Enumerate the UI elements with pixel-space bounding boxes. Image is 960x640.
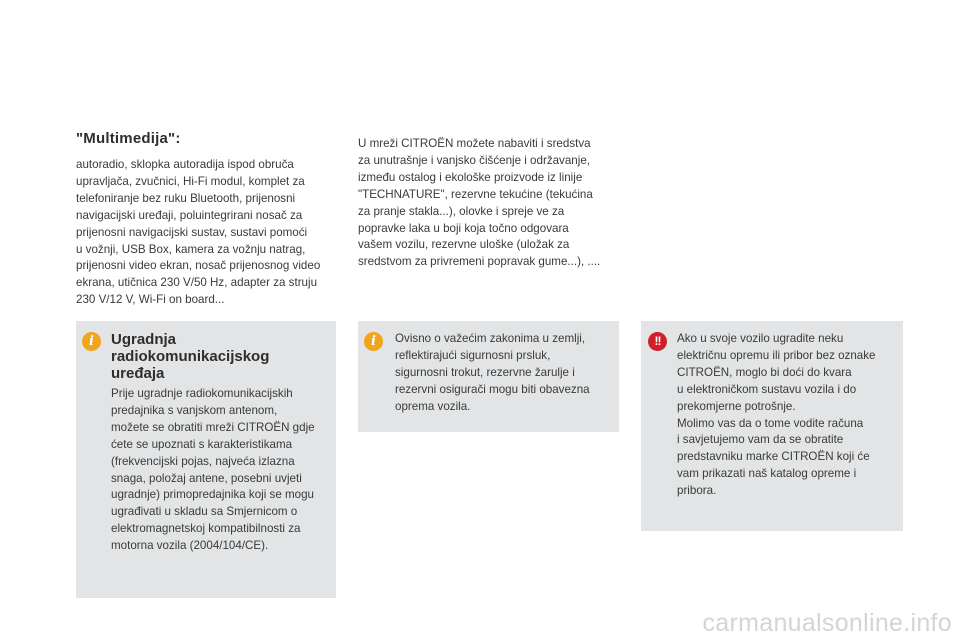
- multimedia-body: autoradio, sklopka autoradija ispod obruča upravljača, zvučnici, Hi-Fi modul, komplet za telefoniranje bez ruku Bluetooth, prijenosni navigacijski uređaji, poluintegrirani nosač za prijenosni navigacijski sustav, sustavi pomoći u vožnji, USB Box, kamera za vožnju natrag, prijenosni video ekran, nosač prijenosnog video ekrana, utičnica 230 V/50 Hz, adapter za struju 230 V/12 V, Wi-Fi on board...: [76, 158, 321, 307]
- warning-icon: !!: [648, 332, 667, 351]
- legal-equipment-body: Ovisno o važećim zakonima u zemlji, reflektirajući sigurnosni prsluk, sigurnosni trokut, rezervne žarulje i rezervni osigurači mogu biti obavezna oprema vozila.: [395, 332, 590, 413]
- radio-installation-box: [76, 321, 336, 598]
- radio-installation-body: Prije ugradnje radiokomunikacijskih predajnika s vanjskom antenom, možete se obratiti mreži CITROËN gdje ćete se upoznati s karakteristikama (frekvencijski pojas, najveća izlazna snaga, položaj antene, posebni uvjeti ugradnje) primopredajnika koji se mogu ugrađivati u skladu sa Smjernicom o elektromagnetskoj kompatibilnosti za motorna vozila (2004/104/CE).: [111, 387, 315, 553]
- multimedia-title: "Multimedija":: [76, 130, 181, 147]
- radio-installation-title: Ugradnja radiokomunikacijskog uređaja: [111, 331, 270, 382]
- warning-box: [641, 321, 903, 531]
- citroen-network-body: U mreži CITROËN možete nabaviti i sredstva za unutrašnje i vanjsko čišćenje i održavanje, između ostalog i ekološke proizvode iz linije "TECHNATURE", rezervne tekućine (tekućina za pranje stakla...), olovke i spreje ve za popravke laka u boji koja točno odgovara vašem vozilu, rezervne uloške (uložak za sredstvom za privremeni popravak gume...), ....: [358, 137, 601, 269]
- info-icon: i: [82, 332, 101, 351]
- warning-body: Ako u svoje vozilo ugradite neku električnu opremu ili pribor bez oznake CITROËN, moglo bi doći do kvara u elektroničkom sustavu vozila i do prekomjerne potrošnje. Molimo vas da o tome vodite računa i savjetujemo vam da se obratite predstavniku marke CITROËN koji će vam prikazati naš katalog opreme i pribora.: [677, 332, 876, 498]
- legal-equipment-box: [358, 321, 619, 432]
- watermark: carmanualsonline.info: [702, 609, 952, 637]
- info-icon: i: [364, 332, 383, 351]
